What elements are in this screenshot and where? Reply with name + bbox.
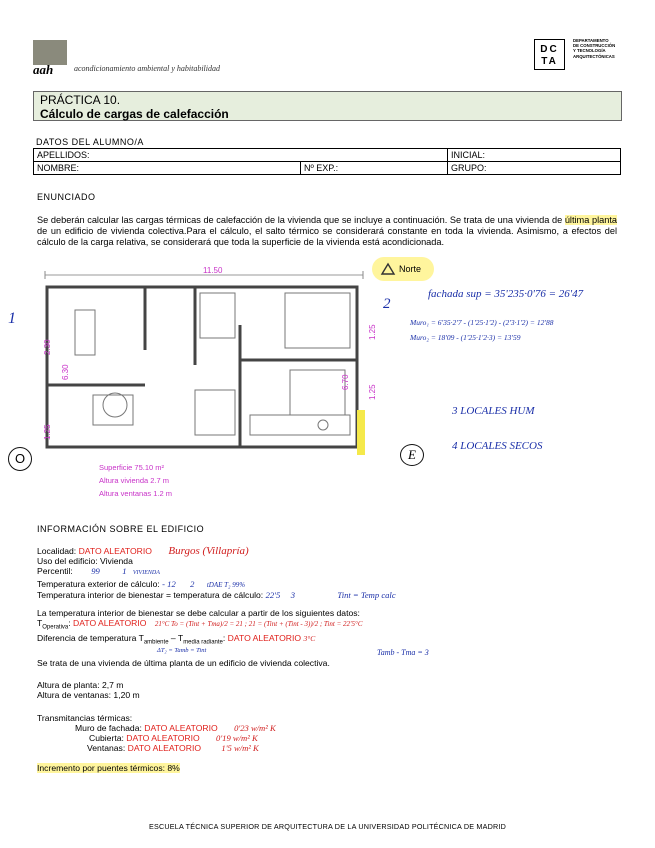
annotation-99: 99	[91, 566, 100, 577]
altura-vivienda-label: Altura vivienda 2.7 m	[99, 476, 170, 485]
highlight-ultima-planta: última planta	[564, 215, 617, 225]
annotation-u-ventanas: 1'5 w/m² K	[221, 743, 259, 754]
footer: ESCUELA TÉCNICA SUPERIOR DE ARQUITECTURA DE LA UNIVERSIDAD POLITÉCNICA DE MADRID	[149, 822, 506, 831]
uso-line: Uso del edificio: Vivienda	[37, 556, 133, 567]
enunciado-heading: ENUNCIADO	[37, 192, 96, 202]
ventanas-line: Ventanas: DATO ALEATORIO 1'5 w/m² K	[87, 743, 259, 754]
enunciado-text: Se deberán calcular las cargas térmicas de calefacción de la vivienda que se incluye a continuación. Se trata de una vivienda de última planta de un edificio de vivienda colectiva.Para el cálculo, el salto térmico se considerará constante en toda la vivienda. Asimismo, a efectos del cálculo de la carga relativa, se considerará que toda la superficie de la vivienda está acondicionada.	[37, 215, 617, 248]
annotation-2: 2	[383, 296, 391, 312]
altura-ventanas-line: Altura de ventanas: 1,20 m	[37, 690, 140, 701]
puentes-line: Incremento por puentes térmicos: 8%	[37, 763, 180, 774]
annotation-vivienda: VIVIENDA	[132, 570, 160, 577]
annotation-u-cubierta: 0'19 w/m² K	[216, 733, 258, 744]
dim-125c: 1.25	[368, 384, 377, 400]
nexp-field[interactable]: Nº EXP.:	[301, 162, 448, 175]
practice-number: PRÁCTICA 10.	[40, 93, 121, 107]
annotation-circle-2: 2	[190, 578, 195, 589]
dcta-logo: DC TA	[534, 39, 565, 70]
percentil-line: Percentil: 99 1 VIVIENDA	[37, 566, 160, 577]
annotation-tint: Tint = Temp calc	[337, 589, 396, 600]
temp-int-line: Temperatura interior de bienestar = temperatura de cálculo: 22'5 3 Tint = Temp calc	[37, 589, 396, 600]
cubierta-line: Cubierta: DATO ALEATORIO 0'19 w/m² K	[89, 733, 258, 744]
info-heading: INFORMACIÓN SOBRE EL EDIFICIO	[37, 524, 205, 534]
annotation-225: 22'5	[265, 589, 281, 600]
page-title: Cálculo de cargas de calefacción	[40, 107, 229, 121]
info-block	[37, 546, 617, 774]
dim-630: 6.30	[61, 364, 70, 380]
muro-line: Muro de fachada: DATO ALEATORIO 0'23 w/m² K	[75, 722, 276, 733]
annotation-tamb: Tamb - Tma = 3	[377, 648, 429, 658]
vivienda-line: Se trata de una vivienda de última planta de un edificio de vivienda colectiva.	[37, 658, 330, 669]
superficie-label: Superficie 75.10 m²	[99, 463, 165, 472]
grupo-field[interactable]: GRUPO:	[448, 162, 621, 175]
logo-subtitle: acondicionamiento ambiental y habitabilidad	[74, 64, 220, 73]
temp-ext-line: Temperatura exterior de cálculo: - 12 2 tDAE T₂ 99%	[37, 578, 246, 589]
nombre-field[interactable]: NOMBRE:	[34, 162, 301, 175]
annotation-east: E	[400, 444, 424, 466]
altura-planta-line: Altura de planta: 2,7 m	[37, 680, 124, 691]
apellidos-field[interactable]: APELLIDOS:	[34, 149, 448, 162]
annotation-u-muro: 0'23 w/m² K	[234, 722, 276, 733]
annotation-west: O	[8, 447, 32, 471]
student-table	[33, 148, 621, 175]
annotation-burgos: Burgos (Villapría)	[168, 545, 249, 557]
annotation-dt: ΔT₂ = Tamb = Tint	[157, 647, 207, 655]
localidad-line: Localidad: DATO ALEATORIO Burgos (Villapría)	[37, 545, 249, 557]
north-triangle-icon	[381, 263, 395, 275]
diff-line: Diferencia de temperatura $T_{ambiente} - T_{media radiante}$: DATO ALEATORIO 3°C	[37, 633, 316, 646]
floor-plan	[35, 265, 377, 505]
annotation-fachada: fachada sup = 35'235·0'76 = 26'47	[428, 288, 584, 300]
annotation-muro2: Muro₂ = 18'09 - (1'25·1'2·3) = 13'59	[410, 333, 521, 342]
annotation-locales-secos: 4 LOCALES SECOS	[452, 440, 543, 452]
dim-230: 2.30	[43, 339, 52, 355]
annotation-3c: 3°C	[303, 634, 316, 644]
transmitancias-line: Transmitancias térmicas:	[37, 712, 133, 723]
dim-125b: 1.25	[368, 324, 377, 340]
dim-top: 11.50	[203, 266, 223, 275]
annotation-minus12: - 12	[162, 578, 176, 589]
annotation-circle-3: 3	[290, 589, 295, 600]
annotation-top-formula: 21°C To = (Tint + Tma)/2 = 21 ; 21 = (Tint + (Tint - 3))/2 ; Tint = 22'5°C	[154, 620, 363, 629]
toperativa-line: $T_{Operativa}$: DATO ALEATORIO 21°C To = (Tint + Tma)/2 = 21 ; 21 = (Tint + (Tint - 3))/2 ; Tint = 22'5°C	[37, 618, 363, 631]
annotation-muro1: Muro₁ = 6'35·2'7 - (1'25·1'2) - (2'3·1'2) = 12'88	[410, 318, 554, 327]
annotation-1: 1	[8, 310, 16, 327]
annotation-circle-1: 1	[122, 566, 127, 577]
calc-line: La temperatura interior de bienestar se debe calcular a partir de los siguientes datos:	[37, 608, 360, 619]
dim-125a: 1.25	[43, 424, 52, 440]
logo-text: aah	[33, 62, 54, 77]
north-label: Norte	[399, 264, 422, 274]
inicial-field[interactable]: INICIAL:	[448, 149, 621, 162]
department-name: DEPARTAMENTO DE CONSTRUCCIÓN Y TECNOLOGÍA ARQUITECTÓNICAS	[573, 38, 616, 59]
altura-ventanas-label: Altura ventanas 1.2 m	[99, 489, 172, 498]
annotation-tdae: tDAE T₂ 99%	[206, 580, 246, 589]
student-heading: DATOS DEL ALUMNO/A	[36, 137, 144, 147]
annotation-locales-hum: 3 LOCALES HUM	[452, 405, 535, 417]
dim-670: 6.70	[341, 374, 350, 390]
title-box	[33, 91, 622, 121]
